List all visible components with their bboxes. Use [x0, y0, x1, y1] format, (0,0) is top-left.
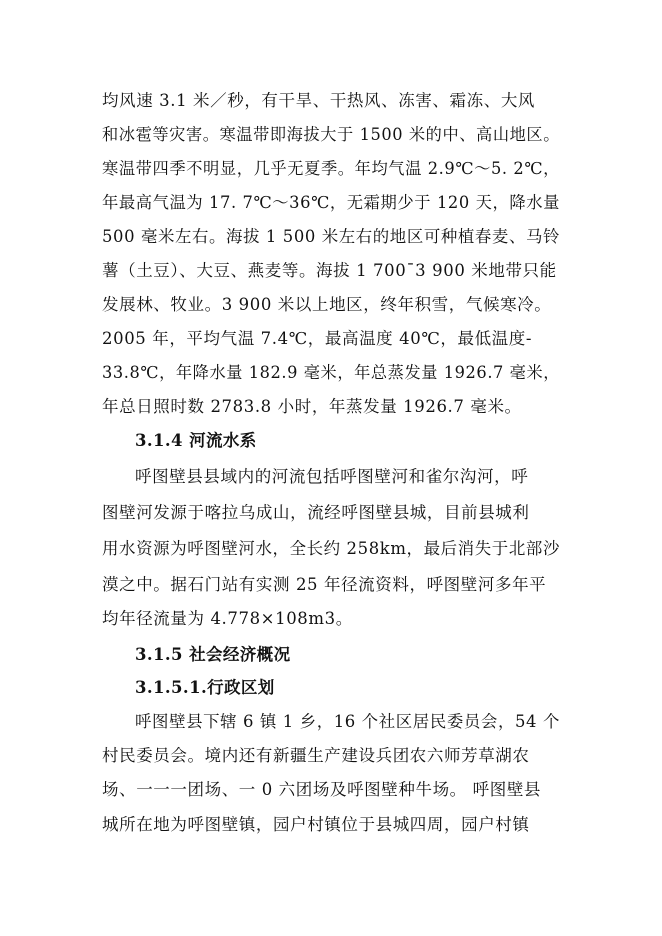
- paragraph-1-line-1: 均风速 3.1 米／秒，有干旱、干热风、冻害、霜冻、大风: [102, 91, 536, 110]
- paragraph-1-line-3: 寒温带四季不明显，几乎无夏季。年均气温 2.9℃～5. 2℃，: [102, 159, 560, 178]
- paragraph-3-line-1: 呼图壁县下辖 6 镇 1 乡，16 个社区居民委员会，54 个: [135, 712, 560, 731]
- paragraph-3-line-3: 场、一一一团场、一 0 六团场及呼图壁种牛场。 呼图壁县: [102, 780, 542, 799]
- paragraph-1-line-2: 和冰雹等灾害。寒温带即海拔大于 1500 米的中、高山地区。: [102, 125, 560, 144]
- paragraph-2-line-1: 呼图壁县县域内的河流包括呼图壁河和雀尔沟河，呼: [135, 467, 529, 486]
- section-heading-3-1-5: 3.1.5 社会经济概况: [135, 645, 291, 664]
- paragraph-3-line-4: 城所在地为呼图壁镇，园户村镇位于县城四周，园户村镇: [102, 815, 530, 834]
- paragraph-2-line-3: 用水资源为呼图壁河水，全长约 258km，最后消失于北部沙: [102, 539, 561, 558]
- paragraph-1-line-6: 薯（土豆）、大豆、燕麦等。海拔 1 700¯3 900 米地带只能: [102, 261, 557, 280]
- paragraph-2-line-4: 漠之中。据石门站有实测 25 年径流资料，呼图壁河多年平: [102, 575, 547, 594]
- paragraph-3-line-2: 村民委员会。境内还有新疆生产建设兵团农六师芳草湖农: [102, 746, 530, 765]
- paragraph-1-line-7: 发展林、牧业。3 900 米以上地区，终年积雪，气候寒冷。: [102, 295, 552, 314]
- paragraph-1-line-10: 年总日照时数 2783.8 小时，年蒸发量 1926.7 毫米。: [102, 397, 522, 416]
- paragraph-1-line-8: 2005 年，平均气温 7.4℃，最高温度 40℃，最低温度-: [102, 329, 533, 348]
- paragraph-1-line-4: 年最高气温为 17. 7℃～36℃，无霜期少于 120 天，降水量: [102, 193, 560, 212]
- paragraph-2-line-5: 均年径流量为 4.778×108m3。: [102, 609, 353, 628]
- paragraph-2-line-2: 图壁河发源于喀拉乌成山，流经呼图壁县城，目前县城利: [102, 503, 530, 522]
- section-heading-3-1-5-1: 3.1.5.1.行政区划: [135, 678, 275, 697]
- paragraph-1-line-9: 33.8℃，年降水量 182.9 毫米，年总蒸发量 1926.7 毫米，: [102, 363, 561, 382]
- paragraph-1-line-5: 500 毫米左右。海拔 1 500 米左右的地区可种植春麦、马铃: [102, 227, 561, 246]
- section-heading-3-1-4: 3.1.4 河流水系: [135, 431, 257, 450]
